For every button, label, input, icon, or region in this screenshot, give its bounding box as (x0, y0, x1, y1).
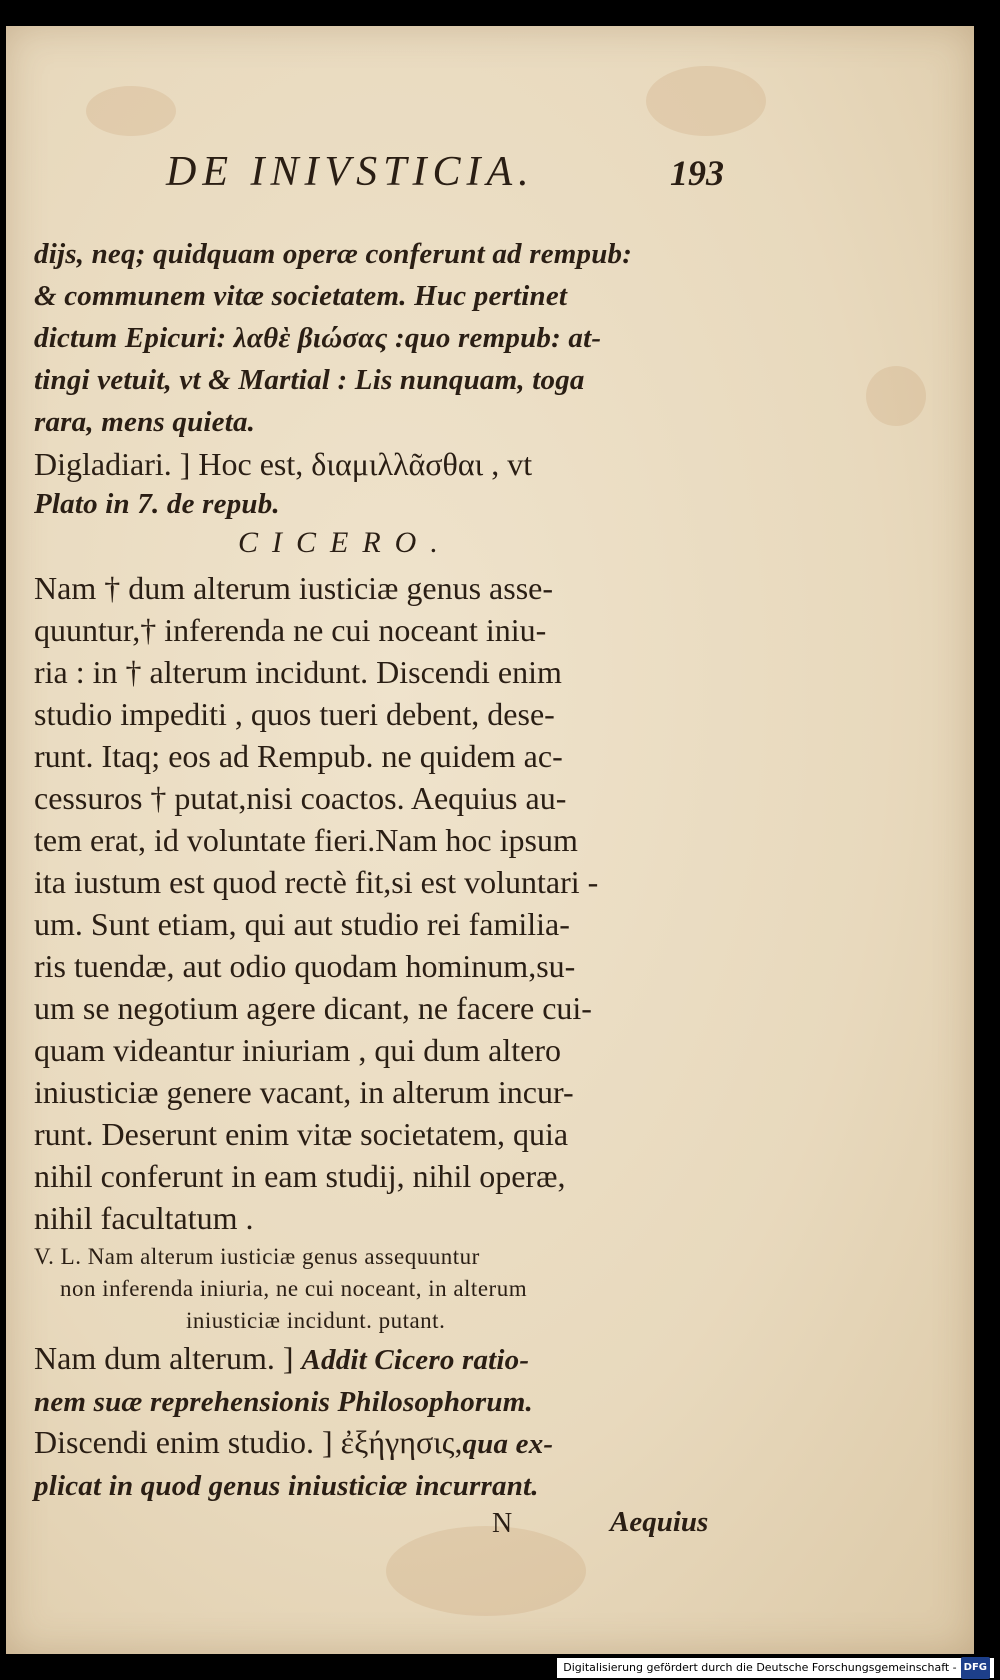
foxing-stain (86, 86, 176, 136)
text-line: tingi vetuit, vt & Martial : Lis nunquam, toga (34, 364, 585, 396)
variant-line: iniusticiæ incidunt. putant. (186, 1308, 446, 1333)
catchword: Aequius (610, 1506, 709, 1538)
section-heading: CICERO. (238, 526, 452, 559)
gloss: nem suæ reprehensionis Philosophorum. (34, 1386, 533, 1418)
text-line: runt. Deserunt enim vitæ societatem, quia (34, 1116, 569, 1152)
lemma: Nam dum alterum. ] (34, 1340, 302, 1376)
gloss: plicat in quod genus iniusticiæ incurrant. (34, 1470, 539, 1502)
running-head: DE INIVSTICIA. (166, 149, 535, 195)
text-line: rara, mens quieta. (34, 406, 256, 438)
text-line: runt. Itaq; eos ad Rempub. ne quidem ac- (34, 738, 563, 774)
text-line: tem erat, id voluntate fieri.Nam hoc ipsum (34, 822, 578, 858)
gloss: Addit Cicero ratio- (301, 1344, 530, 1376)
text-line: nihil conferunt in eam studij, nihil operæ, (34, 1158, 566, 1194)
commentary-line (34, 1466, 734, 1503)
footer-text: Digitalisierung gefördert durch die Deutsche Forschungsgemeinschaft - (563, 1661, 957, 1674)
text-line: um se negotium agere dicant, ne facere cui- (34, 990, 592, 1026)
text-line: Digladiari. ] Hoc est, διαμιλλᾶσθαι , vt (34, 446, 533, 482)
gloss: qua ex- (462, 1428, 554, 1460)
text-line: Plato in 7. de repub. (34, 488, 280, 520)
text-line: quam videantur iniuriam , qui dum altero (34, 1032, 561, 1068)
variant-line: non inferenda iniuria, ne cui noceant, in alterum (60, 1276, 528, 1301)
text-line: & communem vitæ societatem. Huc pertinet (34, 280, 568, 312)
signature-mark: N (492, 1508, 513, 1539)
text-line: dictum Epicuri: λαθὲ βιώσας :quo rempub: at- (34, 322, 602, 354)
page-number: 193 (670, 153, 724, 193)
text-line: ris tuendæ, aut odio quodam hominum,su- (34, 948, 576, 984)
digitization-footer (557, 1658, 994, 1678)
dfg-logo: DFG (961, 1657, 990, 1679)
text-line: Nam † dum alterum iusticiæ genus asse- (34, 570, 554, 606)
text-line: dijs, neq; quidquam operæ conferunt ad rempub: (34, 238, 633, 270)
text-line: studio impediti , quos tueri debent, dese- (34, 696, 555, 732)
book-page (6, 26, 974, 1654)
text-line: iniusticiæ genere vacant, in alterum incur- (34, 1074, 574, 1110)
variant-line: V. L. Nam alterum iusticiæ genus assequuntur (34, 1244, 480, 1269)
text-line: ita iustum est quod rectè fit,si est voluntari - (34, 864, 599, 900)
commentary-line (34, 1424, 734, 1461)
foxing-stain (386, 1526, 586, 1616)
commentary-line (34, 1340, 734, 1377)
text-line: nihil facultatum . (34, 1200, 254, 1236)
commentary-line (34, 1382, 734, 1419)
lemma: Discendi enim studio. ] ἐξήγησις, (34, 1424, 463, 1460)
text-line: um. Sunt etiam, qui aut studio rei familia- (34, 906, 570, 942)
foxing-stain (866, 366, 926, 426)
text-line: cessuros † putat,nisi coactos. Aequius au- (34, 780, 567, 816)
foxing-stain (646, 66, 766, 136)
text-line: quuntur,† inferenda ne cui noceant iniu- (34, 612, 547, 648)
text-line: ria : in † alterum incidunt. Discendi enim (34, 654, 562, 690)
